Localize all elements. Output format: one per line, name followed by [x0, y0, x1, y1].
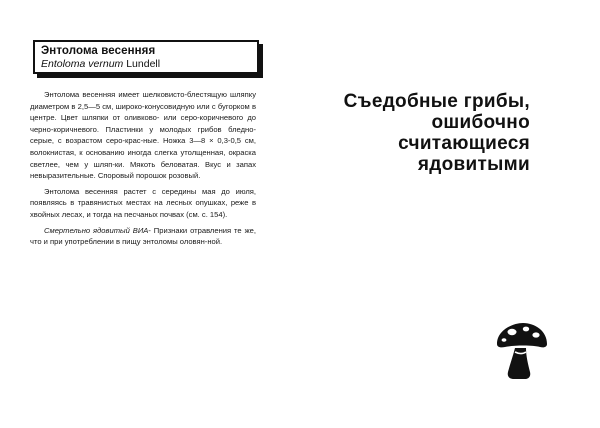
- species-title: Энтолома весенняя: [41, 45, 156, 57]
- toxicity-label: Смертельно ядовитый ВИА: [44, 225, 149, 235]
- right-page: [300, 0, 600, 428]
- chapter-title-line: ядовитыми: [417, 154, 530, 175]
- chapter-title-line: считающиеся: [398, 133, 530, 154]
- habitat-paragraph: Энтолома весенняя растет с середины мая до июля, появляясь в травянистых местах на лесных опушках, реже в хвойных лесах, и тогда на песчаных почвах (см. с. 154).: [30, 186, 256, 219]
- description-paragraph: Энтолома весенняя имеет шелковисто-блестящую шляпку диаметром в 2,5—5 см, широко-конусовидную или с бугорком в центре. Цвет шляпки от оливково- или серо-коричневого до черно-коричневого. Пластинки у молодых грибов бледно-серые, с возрастом серо-крас-ные. Ножка 3—8 × 0,3-0,5 см, волокнистая, к основанию иногда слегка утолщенная, окраска светлее, чем у шляп-ки. Мякоть беловатая. Вкус и запах невыразительные. Споровый порошок розовый.: [30, 90, 256, 181]
- toxicity-paragraph: [30, 225, 256, 248]
- mushroom-icon: [493, 322, 549, 380]
- latin-name-line: [41, 58, 251, 71]
- toxicity-text: - Признаки отравления те же, что и при употреблении в пищу энтоломы оловян-ной.: [30, 225, 256, 247]
- chapter-title-line: ошибочно: [431, 112, 530, 133]
- latin-name: Entoloma vernum: [41, 58, 124, 70]
- chapter-title-line: Съедобные грибы,: [343, 91, 530, 112]
- chapter-title: [300, 92, 530, 176]
- species-header-box: [33, 40, 259, 74]
- species-description: [30, 89, 256, 248]
- latin-author: Lundell: [123, 58, 161, 70]
